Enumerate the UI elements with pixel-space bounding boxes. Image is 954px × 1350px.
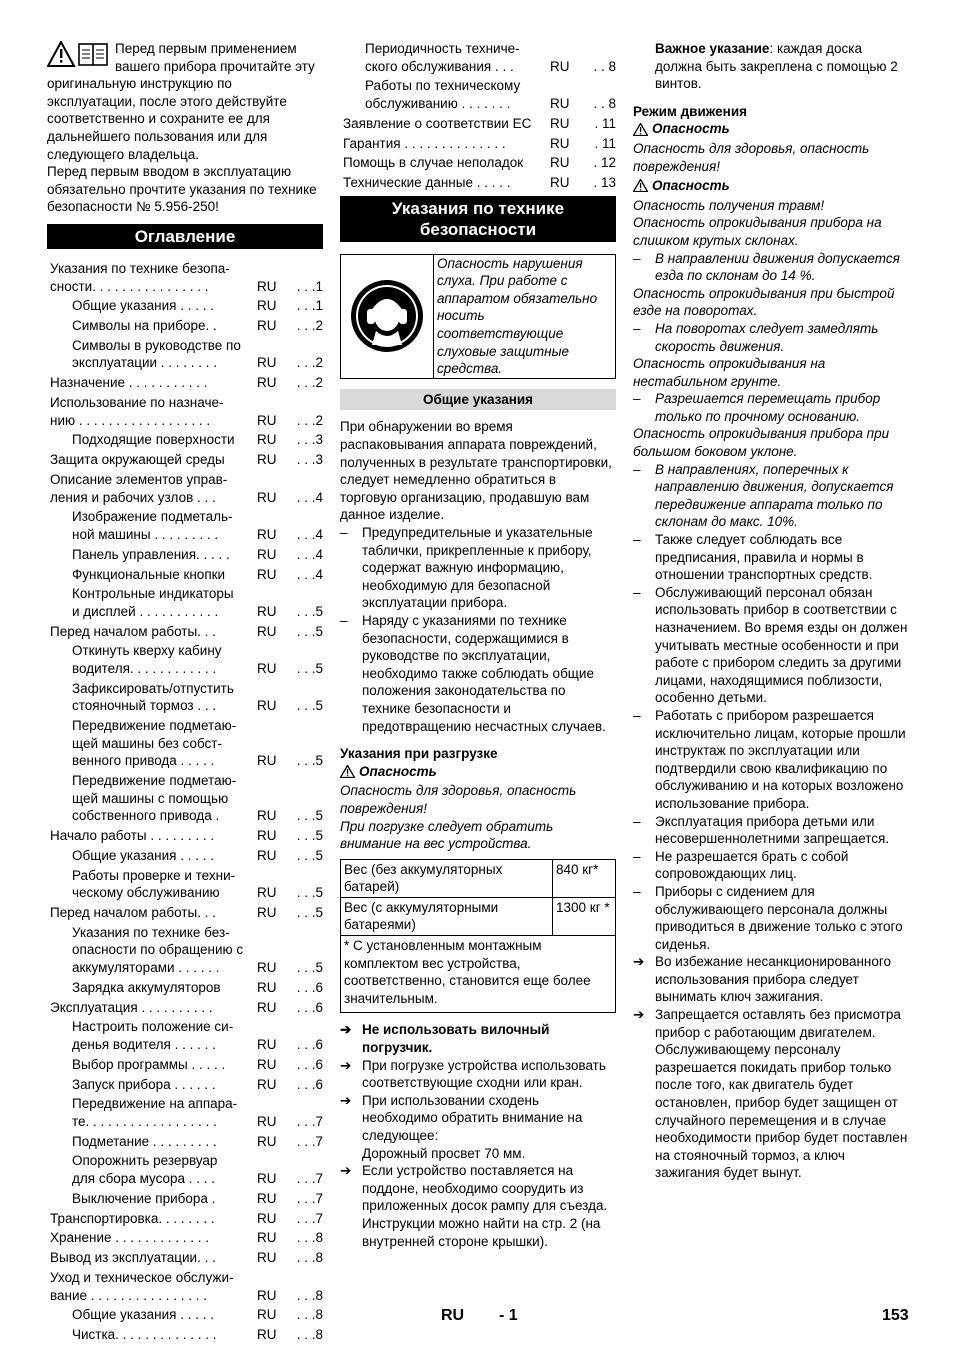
toc-item-lang: RU	[257, 1076, 277, 1092]
general-title: Общие указания	[340, 389, 616, 411]
toc-item-title: Панель управления. . . . .	[72, 546, 230, 562]
list-text: В направлениях, поперечных к направлению движения, допускается передвижение аппарата только по склонам до макс. 10%.	[655, 461, 894, 530]
toc-item-lang: RU	[550, 175, 570, 191]
warning-icon	[633, 123, 648, 136]
toc-item[interactable]	[50, 979, 323, 997]
list-text: Наряду с указаниями по технике безопасности, содержащимися в руководстве по эксплуатации, необходимо также соблюдать общие положения законодательства по технике безопасности и предотвращению несчастных случаев.	[362, 612, 606, 734]
toc-item-page: . . .5	[296, 885, 323, 901]
danger-label: Опасность	[652, 178, 730, 194]
toc-item-page: . . .6	[296, 979, 323, 995]
toc-item-lang: RU	[257, 278, 277, 294]
toc-item[interactable]	[50, 642, 323, 677]
list-text: Работать с прибором разрешается исключительно лицам, которые прошли инструктаж по эксплуатации или подтвердили свою квалификацию по обслуживанию и на которых возложено использование прибора.	[655, 707, 906, 811]
warning-manual-icon	[47, 41, 109, 67]
toc-item-lang: RU	[257, 885, 277, 901]
arrow-icon: ➔	[340, 1022, 352, 1038]
toc-item[interactable]	[343, 115, 616, 133]
toc-item-lang: RU	[257, 828, 277, 844]
toc-item-page: . . .6	[296, 1076, 323, 1092]
list-text: Приборы с сидением для обслуживающего персонала должны приводиться в движение только с этого сиденья.	[655, 883, 903, 952]
toc-item[interactable]	[50, 337, 323, 372]
toc-item-title: Использование по назначе- нию . . . . . . . . . . . . . . . . . .	[50, 395, 224, 428]
toc-item-page: . . .4	[296, 566, 323, 582]
toc-item-title: Общие указания . . . . .	[72, 847, 214, 863]
toc-item[interactable]	[50, 1269, 323, 1304]
intro	[47, 40, 323, 216]
toc-item-page: . . .7	[296, 1171, 323, 1187]
forklift-text: Не использовать вилочный погрузчик.	[362, 1022, 550, 1056]
forklift-warning	[340, 1021, 616, 1056]
toc-item-lang: RU	[257, 452, 277, 468]
toc-item-lang: RU	[257, 698, 277, 714]
toc-item-title: Указания по технике без- опасности по обращению с аккумуляторами . . . . . .	[72, 924, 244, 976]
toc-item[interactable]	[50, 1056, 323, 1074]
column-middle	[340, 40, 616, 1250]
table-row	[341, 936, 616, 1013]
hearing-warning-box	[340, 254, 616, 379]
toc-item-title: Чистка. . . . . . . . . . . . . .	[72, 1327, 217, 1343]
toc-item-lang: RU	[257, 753, 277, 769]
dash-icon: –	[633, 813, 641, 829]
toc-item-lang: RU	[257, 905, 277, 921]
toc-item-page: . . .7	[296, 1190, 323, 1206]
list-item	[633, 707, 909, 813]
column-right	[633, 40, 909, 1182]
toc-item-title: Подметание . . . . . . . . .	[72, 1133, 217, 1149]
toc-item-title: Перед началом работы. . .	[50, 905, 216, 921]
toc-item-title: Изображение подметаль- ной машины . . . . . . . . .	[72, 509, 233, 542]
list-item	[633, 584, 909, 707]
toc-item-lang: RU	[257, 318, 277, 334]
toc-item-title: Помощь в случае неполадок	[343, 155, 524, 171]
toc-item-lang: RU	[257, 603, 277, 619]
toc-item[interactable]	[50, 1152, 323, 1187]
toc-item-title: Гарантия . . . . . . . . . . . . . .	[343, 135, 506, 151]
intro-text-2: Перед первым вводом в эксплуатацию обязательно прочтите указания по технике безопасности № 5.956-250!	[47, 164, 317, 215]
toc-item[interactable]	[50, 999, 323, 1017]
arrow-icon: ➔	[633, 954, 645, 970]
toc-item-page: . . .7	[296, 1210, 323, 1226]
toc-item[interactable]	[50, 1229, 323, 1247]
toc-item-page: . . .8	[296, 1307, 323, 1323]
toc-item-title: Транспортировка. . . . . . . .	[50, 1210, 215, 1226]
toc-item-page: . . .2	[296, 375, 323, 391]
general-paragraph: При обнаружении во время распаковывания аппарата повреждений, полученных в результате транспортировки, следует немедленно обратиться в торговую организацию, продавшую вам данное изделие.	[340, 419, 612, 523]
toc-item-lang: RU	[257, 412, 277, 428]
toc-item-lang: RU	[257, 526, 277, 542]
list-text: Разрешается перемещать прибор только по прочному основанию.	[655, 391, 881, 424]
toc-item-title: Подходящие поверхности	[72, 432, 235, 448]
dash-icon: –	[340, 612, 348, 628]
toc-item-title: Зафиксировать/отпустить стояночный тормоз . . .	[72, 680, 234, 714]
toc-item-page: . . .5	[296, 623, 323, 639]
toc-item-title: Символы на приборе. .	[72, 318, 217, 334]
list-text: Предупредительные и указательные таблички, прикрепленные к прибору, содержат важную информацию, необходимую для безопасной эксплуатации прибора.	[362, 525, 593, 611]
list-item	[340, 1162, 616, 1215]
footer-page: - 1	[499, 1307, 518, 1324]
toc-item-title: Контрольные индикаторы и дисплей . . . . . . . . . . .	[72, 586, 234, 619]
toc-item-title: Передвижение подметаю- щей машины с помощью собственного привода .	[72, 773, 237, 824]
toc-item[interactable]	[50, 1326, 323, 1344]
tip-text: Опасность опрокидывания на нестабильном грунте.	[633, 356, 826, 389]
arrow-icon: ➔	[633, 1007, 645, 1023]
toc-item-page: . . .5	[296, 661, 323, 677]
list-text: Также следует соблюдать все предписания, правила и нормы в отношении транспортных средств.	[655, 532, 873, 583]
toc-item-lang: RU	[257, 489, 277, 505]
toc-item-page: . . .2	[296, 318, 323, 334]
toc-item-lang: RU	[550, 135, 570, 151]
table-row	[341, 859, 616, 897]
list-item	[633, 813, 909, 848]
toc-item-page: . . .7	[296, 1113, 323, 1129]
toc-item[interactable]	[50, 374, 323, 392]
list-text: Не разрешается брать с собой сопровождающих лиц.	[655, 848, 849, 882]
toc-item-lang: RU	[257, 375, 277, 391]
toc-item-lang: RU	[257, 623, 277, 639]
danger-text: Опасность получения травм!	[633, 197, 825, 213]
toc-item[interactable]	[50, 1210, 323, 1228]
toc-item-title: Хранение . . . . . . . . . . . . .	[50, 1230, 210, 1246]
toc-item-page: . . .3	[296, 432, 323, 448]
unload-title: Указания при разгрузке	[340, 746, 498, 762]
toc-item-page: . . .5	[296, 828, 323, 844]
hearing-warning-text: Опасность нарушения слуха. При работе с аппаратом обязательно носить соответствующие слуховые защитные средства.	[437, 255, 598, 377]
list-item	[633, 250, 909, 285]
weight-value: 1300 кг *	[553, 897, 616, 935]
toc-item-lang: RU	[257, 1230, 277, 1246]
tip-text: Опасность опрокидывания прибора при большом боковом уклоне.	[633, 426, 890, 460]
toc-item-page: . . .4	[296, 526, 323, 542]
instructions: Инструкции можно найти на стр. 2 (на внутренней стороне крышки).	[362, 1215, 601, 1249]
toc-item[interactable]	[50, 566, 323, 584]
list-text: Запрещается оставлять без присмотра прибор с работающим двигателем. Обслуживающему персоналу разрешается покидать прибор только после того, как двигатель будет остановлен, прибор будет защищен от случайного перемещения и в случае необходимости прибор будет поставлен на стояночный тормоз, а ключ зажигания будет вынут.	[655, 1007, 908, 1181]
important-note	[633, 40, 909, 93]
toc-item-page: . . .8	[296, 1327, 323, 1343]
footer-lang: RU	[441, 1307, 465, 1324]
toc-item[interactable]	[50, 1190, 323, 1208]
weight-label: Вес (без аккумуляторных батарей)	[341, 859, 553, 897]
toc-item-page: . 11	[594, 115, 616, 131]
dash-icon: –	[633, 532, 641, 548]
toc-item[interactable]	[50, 1076, 323, 1094]
dash-icon: –	[633, 883, 641, 899]
weight-label: Вес (с аккумуляторными батареями)	[341, 897, 553, 935]
toc-item-page: . . .6	[296, 999, 323, 1015]
dash-icon: –	[633, 320, 641, 336]
toc-item[interactable]	[50, 1095, 323, 1130]
list-text: Эксплуатация прибора детьми или несовершеннолетними запрещается.	[655, 813, 890, 847]
toc-item[interactable]	[50, 585, 323, 620]
arrow-icon: ➔	[340, 1163, 352, 1179]
tip-text: Опасность опрокидывания при быстрой езде на поворотах.	[633, 285, 895, 319]
toc-item[interactable]	[50, 1018, 323, 1053]
toc-item-title: Назначение . . . . . . . . . . .	[50, 375, 208, 391]
toc-item-page: . . .8	[296, 1230, 323, 1246]
toc-item-page: . . 8	[593, 95, 616, 111]
toc-item-page: . . .5	[296, 698, 323, 714]
toc-item[interactable]	[50, 451, 323, 469]
toc-item-lang: RU	[257, 1327, 277, 1343]
toc-item-title: Описание элементов управ- ления и рабочих узлов . . .	[50, 471, 228, 505]
danger-text: Опасность для здоровья, опасность повреждения!	[633, 140, 870, 174]
toc-item-title: Начало работы . . . . . . . . .	[50, 828, 215, 844]
toc-item-title: Выбор программы . . . . .	[72, 1056, 226, 1072]
list-text: Во избежание несанкционированного использования прибора следует вынимать ключ зажигания.	[655, 954, 892, 1005]
toc-item[interactable]	[343, 77, 616, 112]
toc-item-page: . . .1	[296, 278, 323, 294]
toc-item[interactable]	[50, 1306, 323, 1324]
weight-table	[340, 859, 616, 1014]
toc-item-title: Вывод из эксплуатации. . .	[50, 1250, 216, 1266]
toc-item[interactable]	[50, 867, 323, 902]
toc-item-title: Указания по технике безопа- сности. . . . . . . . . . . . . . . .	[50, 260, 230, 294]
dash-icon: –	[633, 461, 641, 477]
toc-item[interactable]	[343, 154, 616, 172]
dash-icon: –	[633, 707, 641, 723]
toc-item[interactable]	[50, 297, 323, 315]
list-item	[340, 524, 616, 612]
toc-item-page: . . .1	[296, 298, 323, 314]
toc-item-lang: RU	[257, 298, 277, 314]
list-text: В направлении движения допускается езда по склонам до 14 %.	[655, 250, 900, 284]
ear-protection-icon	[341, 255, 434, 378]
toc-item[interactable]	[343, 174, 616, 192]
danger-label: Опасность	[652, 121, 730, 137]
toc-item-lang: RU	[550, 58, 570, 74]
toc-item-page: . . .4	[296, 546, 323, 562]
toc-item-title: Выключение прибора .	[72, 1190, 216, 1206]
toc-item[interactable]	[50, 546, 323, 564]
toc-item[interactable]	[343, 135, 616, 153]
toc-item-lang: RU	[257, 1210, 277, 1226]
weight-value: 840 кг*	[553, 859, 616, 897]
toc-item[interactable]	[50, 260, 323, 295]
arrow-icon: ➔	[340, 1057, 352, 1073]
toc-item-lang: RU	[257, 999, 277, 1015]
toc-item-page: . . .2	[296, 412, 323, 428]
weight-note: * С установленным монтажным комплектом вес устройства, соответственно, становится еще более значительным.	[341, 936, 616, 1013]
toc-item-lang: RU	[550, 155, 570, 171]
list-item	[633, 531, 909, 584]
toc-item-title: Перед началом работы. . .	[50, 623, 216, 639]
toc-item-lang: RU	[257, 1190, 277, 1206]
table-row	[341, 897, 616, 935]
toc-item-page: . . .5	[296, 808, 323, 824]
toc-item-lang: RU	[257, 432, 277, 448]
toc-item-title: Передвижение на аппара- те. . . . . . . . . . . . . . . . . .	[72, 1096, 238, 1129]
toc-item-page: . . 8	[593, 58, 616, 74]
toc-item[interactable]	[50, 471, 323, 506]
list-text: При погрузке устройства использовать соответствующие сходни или кран.	[362, 1057, 606, 1091]
toc-item-title: Откинуть кверху кабину водителя. . . . . . . . . . . .	[72, 643, 222, 677]
list-item	[340, 1092, 616, 1145]
toc-item-lang: RU	[257, 847, 277, 863]
dash-icon: –	[633, 584, 641, 600]
toc-item[interactable]	[50, 847, 323, 865]
column-left	[47, 40, 323, 1346]
intro-text: Перед первым применением вашего прибора прочитайте эту оригинальную инструкцию по эксплуатации, после этого действуйте соответственно и сохраните ее для дальнейшего пользования или для следующего владельца.	[47, 41, 315, 162]
toc-item-page: . . .5	[296, 603, 323, 619]
arrow-icon: ➔	[340, 1092, 352, 1108]
list-item	[340, 612, 616, 735]
toc-item-title: Общие указания . . . . .	[72, 1307, 214, 1323]
toc-item-title: Общие указания . . . . .	[72, 298, 214, 314]
general-list	[340, 524, 616, 735]
toc-item-page: . . .6	[296, 1036, 323, 1052]
list-item	[633, 953, 909, 1006]
toc-item-lang: RU	[550, 95, 570, 111]
toc-item-title: Работы проверке и техни- ческому обслуживанию	[72, 867, 236, 901]
toc-item[interactable]	[343, 40, 616, 75]
toc-item[interactable]	[50, 1249, 323, 1267]
toc-item-title: Настроить положение си- денья водителя . . . . . .	[72, 1019, 234, 1052]
warning-icon	[340, 765, 355, 778]
toc-item-page: . . .2	[296, 355, 323, 371]
important-label: Важное указание	[655, 41, 770, 56]
toc-item-title: Периодичность техниче- ского обслуживания . . .	[365, 41, 520, 74]
safety-title: Указания по технике безопасности	[340, 196, 616, 242]
toc-item-lang: RU	[257, 1133, 277, 1149]
toc-item[interactable]	[50, 623, 323, 641]
toc-item-page: . . .4	[296, 489, 323, 505]
toc-item-lang: RU	[257, 808, 277, 824]
toc-item-page: . . .5	[296, 960, 323, 976]
tip-text: Опасность опрокидывания прибора на слишком крутых склонах.	[633, 215, 882, 248]
toc-item-title: Эксплуатация . . . . . . . . . .	[50, 999, 213, 1015]
warning-icon	[633, 179, 648, 192]
toc-item-page: . 12	[593, 155, 616, 171]
danger-heading	[340, 763, 616, 781]
toc-item-page: . . .5	[296, 847, 323, 863]
unload-note: При погрузке следует обратить внимание на вес устройства.	[340, 818, 554, 852]
toc-item-title: Работы по техническому обслуживанию . . . . . . .	[365, 78, 521, 111]
toc-item-title: Опорожнить резервуар для сбора мусора . . . .	[72, 1153, 218, 1187]
dash-icon: –	[633, 848, 641, 864]
toc-list	[50, 260, 323, 1344]
danger-heading	[633, 120, 909, 138]
list-item	[633, 848, 909, 883]
clearance: Дорожный просвет 70 мм.	[362, 1145, 526, 1161]
toc-item-title: Передвижение подметаю- щей машины без собст- венного привода . . . . .	[72, 718, 237, 769]
toc-item[interactable]	[50, 1133, 323, 1151]
toc-item-lang: RU	[257, 1171, 277, 1187]
toc-item[interactable]	[50, 924, 323, 977]
toc-item-lang: RU	[257, 661, 277, 677]
toc-list-continued	[343, 40, 616, 192]
toc-item-lang: RU	[550, 115, 570, 131]
toc-item-page: . . .8	[296, 1250, 323, 1266]
toc-item-title: Защита окружающей среды	[50, 452, 225, 468]
danger-heading	[633, 177, 909, 195]
toc-item-page: . 13	[593, 175, 616, 191]
list-text: Если устройство поставляется на поддоне, необходимо соорудить из приложенных досок рампу для съезда.	[362, 1163, 608, 1214]
toc-item[interactable]	[50, 717, 323, 770]
toc-item-lang: RU	[257, 1287, 277, 1303]
dash-icon: –	[633, 391, 641, 407]
important-text: : каждая доска должна быть закреплена с помощью 2 винтов.	[655, 41, 898, 92]
toc-item-page: . . .8	[296, 1287, 323, 1303]
rules-list	[633, 531, 909, 953]
list-item	[633, 1006, 909, 1182]
toc-item-title: Функциональные кнопки	[72, 566, 226, 582]
toc-item-page: . . .5	[296, 753, 323, 769]
toc-item-lang: RU	[257, 566, 277, 582]
toc-item-title: Технические данные . . . . .	[343, 175, 511, 191]
danger-label: Опасность	[359, 763, 437, 779]
toc-item-page: . . .5	[296, 905, 323, 921]
list-text: Обслуживающий персонал обязан использовать прибор в соответствии с назначением. Во время езды он должен учитывать местные особенности и при работе с прибором следить за другими лицами, находящимися поблизости, особенно детьми.	[655, 584, 908, 706]
toc-item-title: Заявление о соответствии ЕС	[343, 115, 532, 131]
toc-item-lang: RU	[257, 1113, 277, 1129]
toc-item[interactable]	[50, 431, 323, 449]
toc-item[interactable]	[50, 508, 323, 543]
toc-item[interactable]	[50, 904, 323, 922]
toc-item-lang: RU	[257, 1307, 277, 1323]
toc-item[interactable]	[50, 317, 323, 335]
toc-item-lang: RU	[257, 960, 277, 976]
toc-item-lang: RU	[257, 979, 277, 995]
toc-item-lang: RU	[257, 546, 277, 562]
toc-item-lang: RU	[257, 1250, 277, 1266]
toc-title: Оглавление	[47, 224, 323, 249]
toc-item-lang: RU	[257, 1056, 277, 1072]
toc-item-page: . 11	[594, 135, 616, 151]
page-number: 153	[882, 1307, 909, 1324]
drive-title: Режим движения	[633, 103, 748, 119]
list-text: При использовании сходень необходимо обратить внимание на следующее:	[362, 1092, 583, 1143]
toc-item-title: Запуск прибора . . . . . .	[72, 1076, 216, 1092]
toc-item[interactable]	[50, 394, 323, 429]
unload-danger: Опасность для здоровья, опасность повреждения!	[340, 783, 577, 816]
toc-item-title: Зарядка аккумуляторов	[72, 979, 221, 995]
list-item	[633, 461, 909, 531]
toc-item-lang: RU	[257, 355, 277, 371]
list-item	[633, 883, 909, 953]
toc-item-page: . . .6	[296, 1056, 323, 1072]
toc-item-page: . . .7	[296, 1133, 323, 1149]
toc-item[interactable]	[50, 827, 323, 845]
list-item	[633, 320, 909, 355]
toc-item-page: . . .3	[296, 452, 323, 468]
list-item	[633, 390, 909, 425]
dash-icon: –	[633, 250, 641, 266]
toc-item[interactable]	[50, 680, 323, 715]
toc-item-lang: RU	[257, 1036, 277, 1052]
list-text: На поворотах следует замедлять скорость движения.	[655, 320, 879, 354]
toc-item-title: Символы в руководстве по эксплуатации . . . . . . . .	[72, 337, 241, 371]
list-item	[340, 1057, 616, 1092]
dash-icon: –	[340, 525, 348, 540]
toc-item[interactable]	[50, 772, 323, 825]
toc-item-title: Уход и техническое обслужи- вание . . . . . . . . . . . . . . . .	[50, 1269, 234, 1303]
